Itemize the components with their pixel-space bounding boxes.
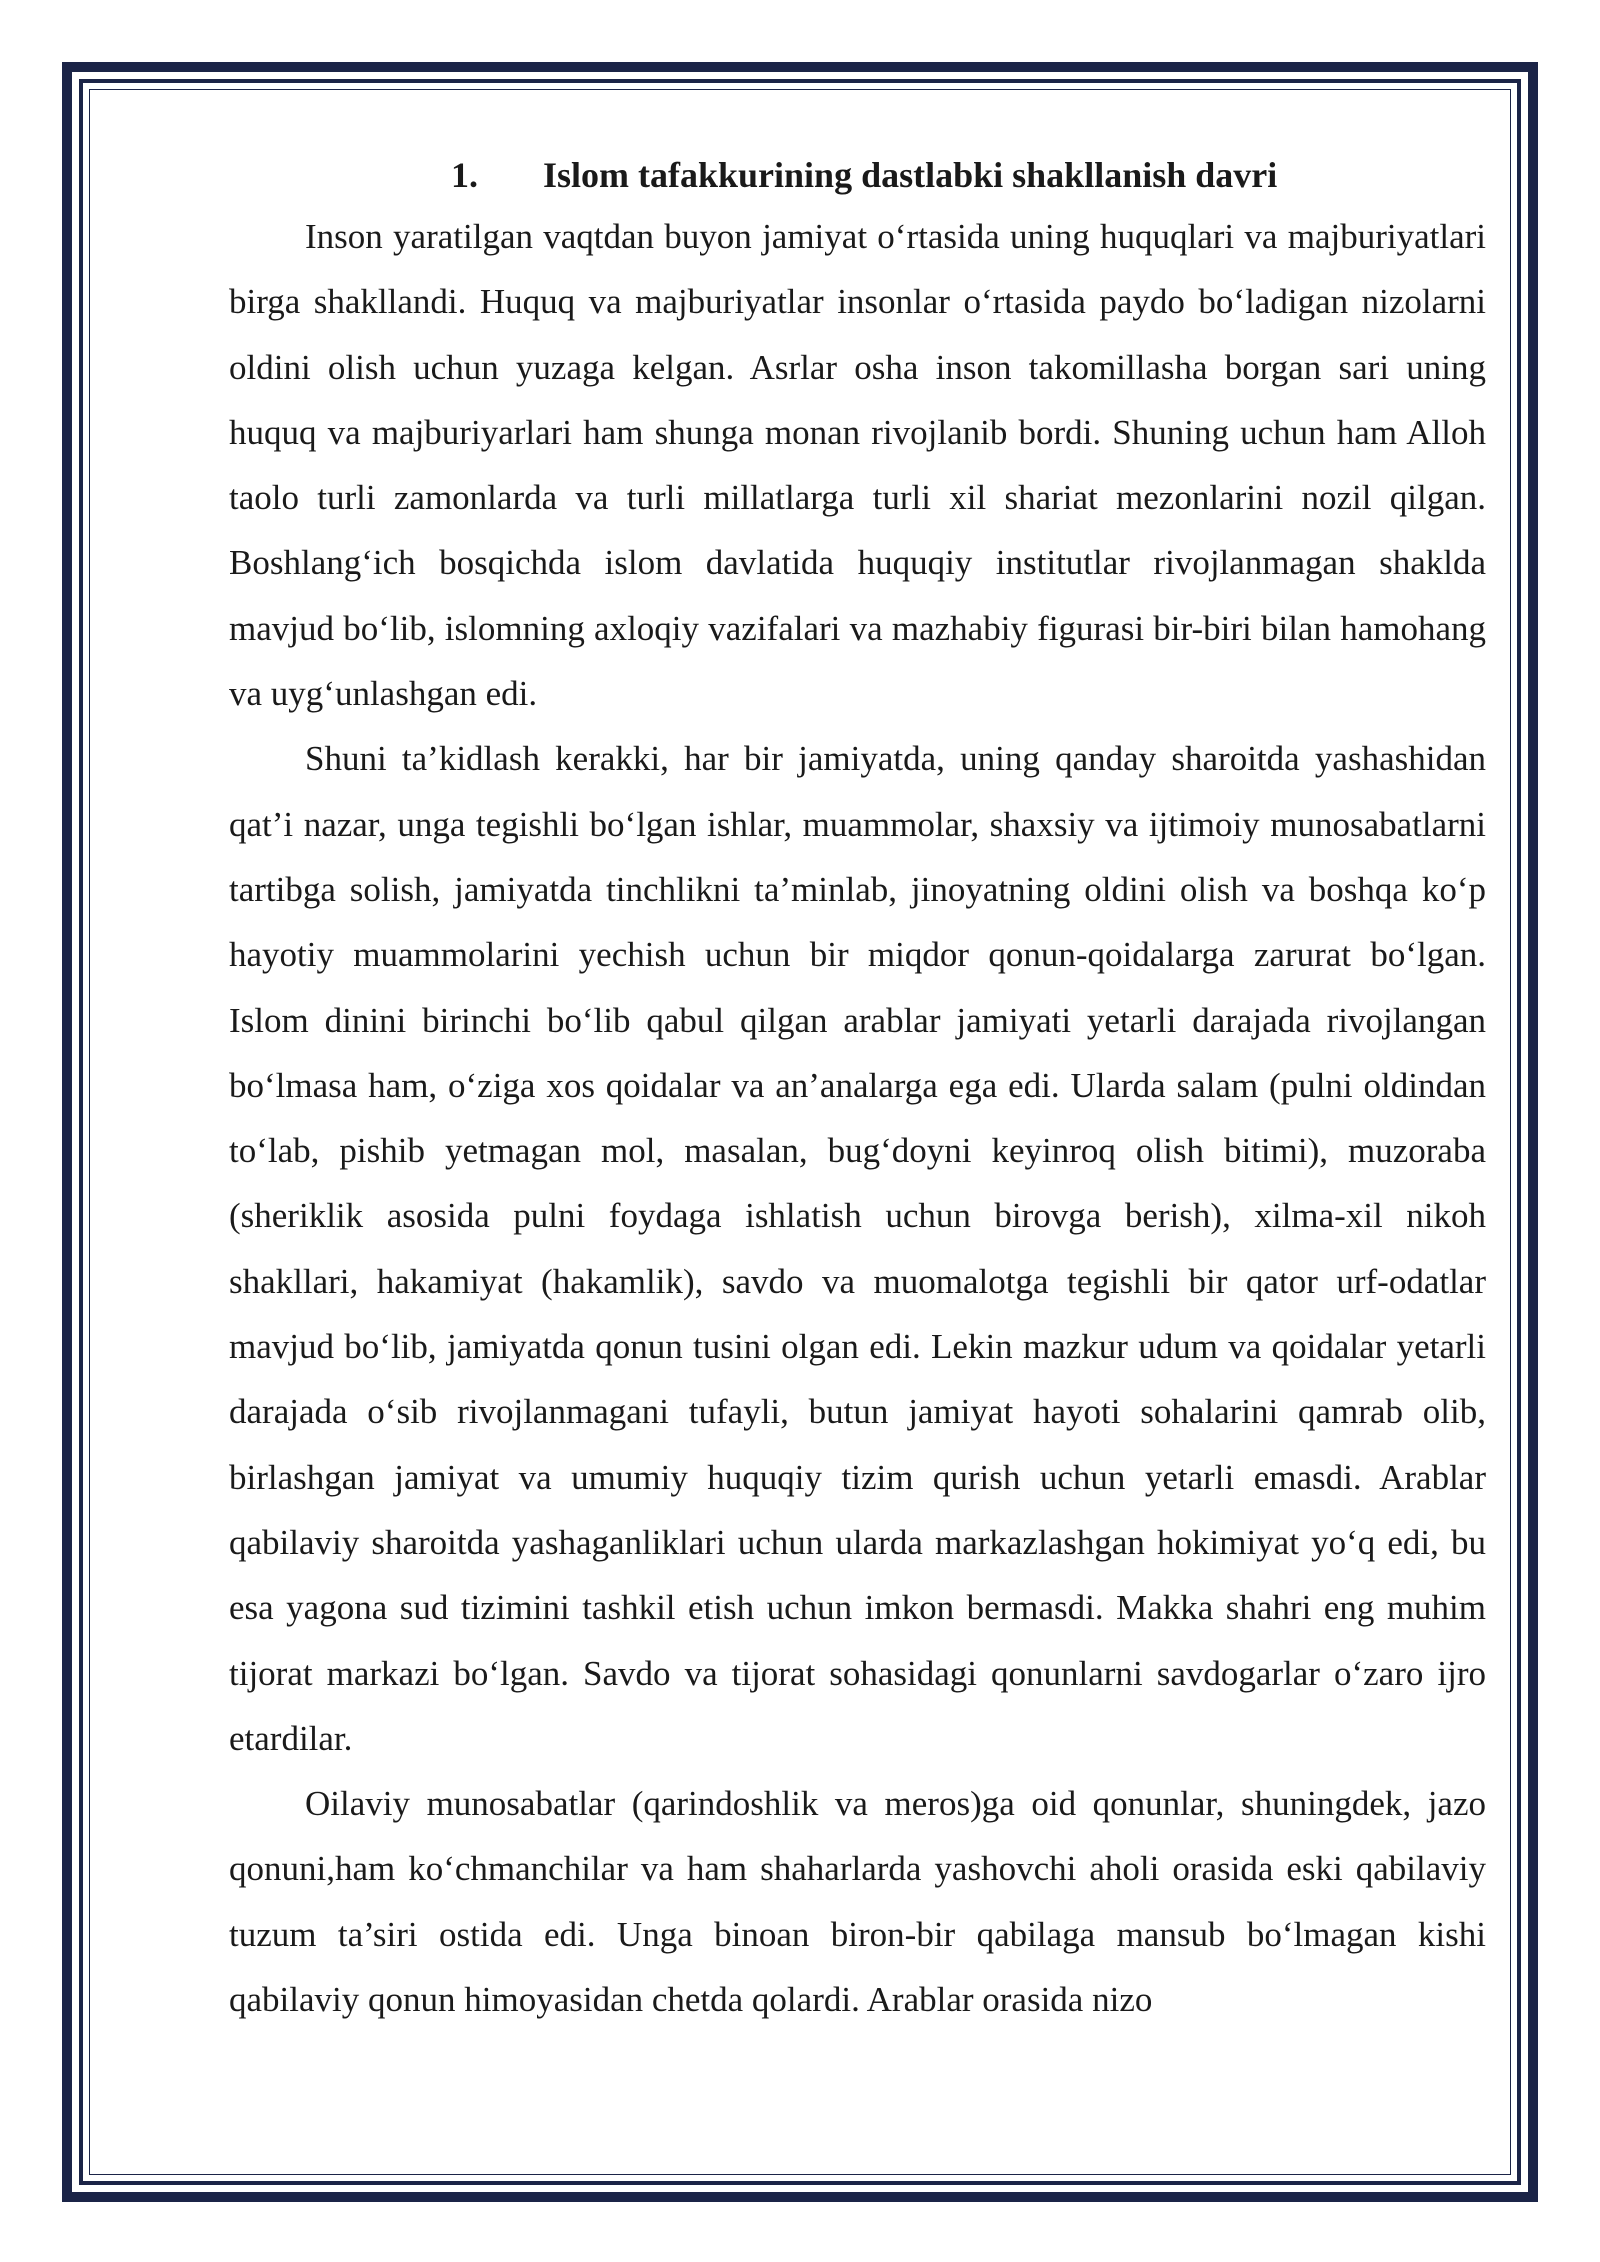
section-heading: [229, 150, 1486, 200]
section-number: 1.: [451, 155, 478, 195]
document-body: [229, 150, 1486, 2032]
paragraph-2: Shuni ta’kidlash kerakki, har bir jamiyatda, uning qanday sharoitda yashashidan qat’i nazar, unga tegishli bo‘lgan ishlar, muammolar, shaxsiy va ijtimoiy munosabatlarni tartibga solish, jamiyatda tinchlikni ta’minlab, jinoyatning oldini olish va boshqa ko‘p hayotiy muammolarini yechish uchun bir miqdor qonun-qoidalarga zarurat bo‘lgan. Islom dinini birinchi bo‘lib qabul qilgan arablar jamiyati yetarli darajada rivojlangan bo‘lmasa ham, o‘ziga xos qoidalar va an’analarga ega edi. Ularda salam (pulni oldindan to‘lab, pishib yetmagan mol, masalan, bug‘doyni keyinroq olish bitimi), muzoraba (sheriklik asosida pulni foydaga ishlatish uchun birovga berish), xilma-xil nikoh shakllari, hakamiyat (hakamlik), savdo va muomalotga tegishli bir qator urf-odatlar mavjud bo‘lib, jamiyatda qonun tusini olgan edi. Lekin mazkur udum va qoidalar yetarli darajada o‘sib rivojlanmagani tufayli, butun jamiyat hayoti sohalarini qamrab olib, birlashgan jamiyat va umumiy huquqiy tizim qurish uchun yetarli emasdi. Arablar qabilaviy sharoitda yashaganliklari uchun ularda markazlashgan hokimiyat yo‘q edi, bu esa yagona sud tizimini tashkil etish uchun imkon bermasdi. Makka shahri eng muhim tijorat markazi bo‘lgan. Savdo va tijorat sohasidagi qonunlarni savdogarlar o‘zaro ijro etardilar.: [229, 739, 1486, 1758]
section-title: Islom tafakkurining dastlabki shakllanish davri: [543, 155, 1278, 195]
paragraph-3: Oilaviy munosabatlar (qarindoshlik va meros)ga oid qonunlar, shuningdek, jazo qonuni,ham ko‘chmanchilar va ham shaharlarda yashovchi aholi orasida eski qabilaviy tuzum ta’siri ostida edi. Unga binoan biron-bir qabilaga mansub bo‘lmagan kishi qabilaviy qonun himoyasidan chetda qolardi. Arablar orasida nizo: [229, 1784, 1486, 2020]
paragraph-1: Inson yaratilgan vaqtdan buyon jamiyat o‘rtasida uning huquqlari va majburiyatlari birga shakllandi. Huquq va majburiyatlar insonlar o‘rtasida paydo bo‘ladigan nizolarni oldini olish uchun yuzaga kelgan. Asrlar osha inson takomillasha borgan sari uning huquq va majburiyarlari ham shunga monan rivojlanib bordi. Shuning uchun ham Alloh taolo turli zamonlarda va turli millatlarga turli xil shariat mezonlarini nozil qilgan. Boshlang‘ich bosqichda islom davlatida huquqiy institutlar rivojlanmagan shaklda mavjud bo‘lib, islomning axloqiy vazifalari va mazhabiy figurasi bir-biri bilan hamohang va uyg‘unlashgan edi.: [229, 217, 1486, 714]
